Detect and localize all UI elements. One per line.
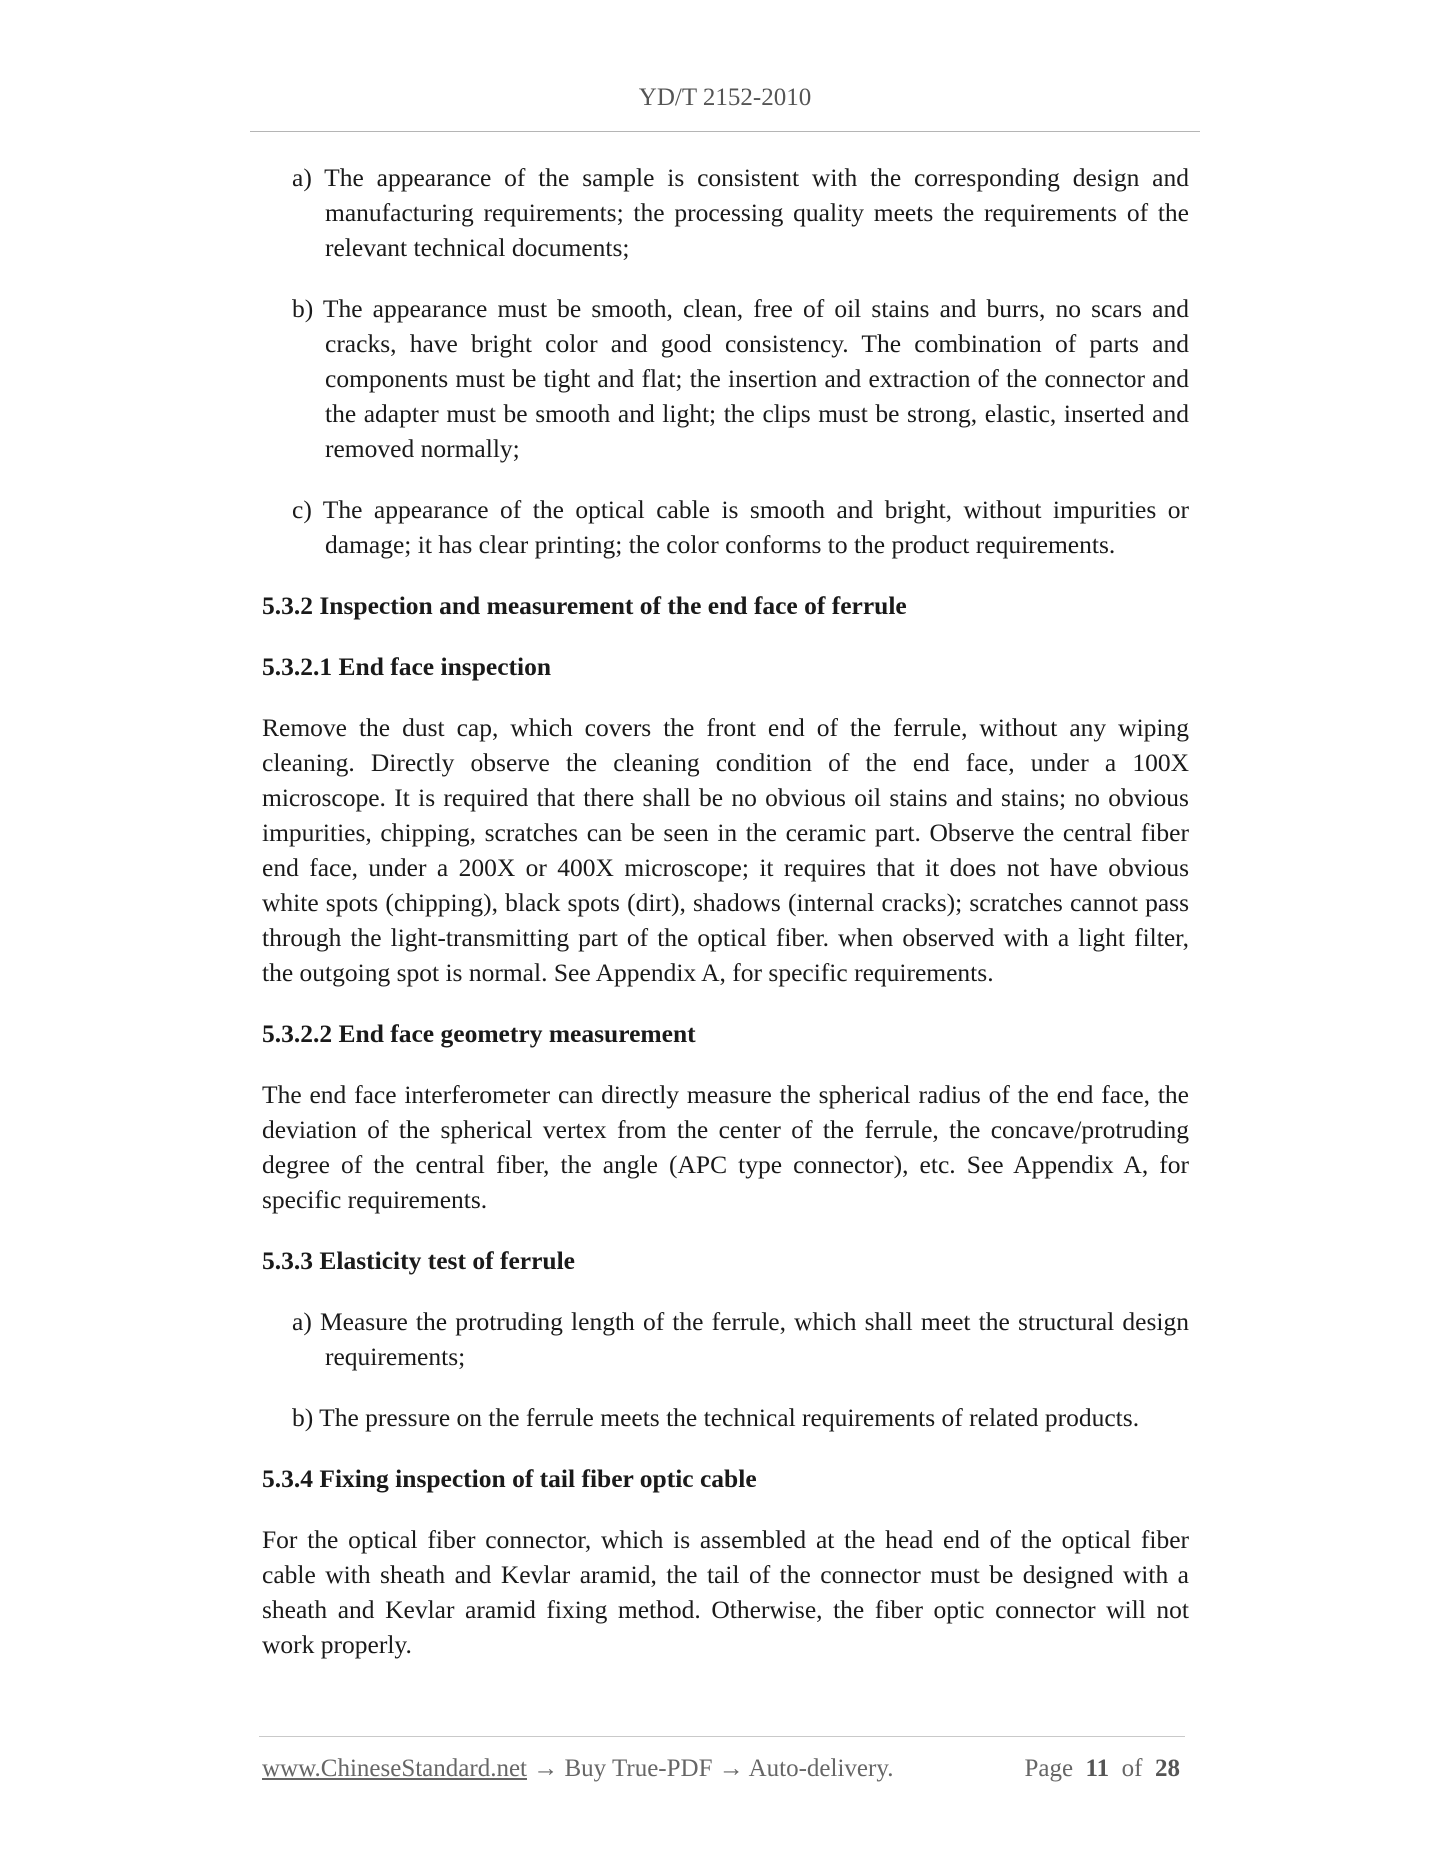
paragraph-end-face-inspection: Remove the dust cap, which covers the front end of the ferrule, without any wiping cleaning. Directly observe the cleaning condition of the end face, under a 100X microscope. It is required that there shall be no obvious oil stains and stains; no obvious impurities, chipping, scratches can be seen in the ceramic part. Observe the central fiber end face, under a 200X or 400X microscope; it requires that it does not have obvious white spots (chipping), black spots (dirt), shadows (internal cracks); scratches cannot pass through the light-transmitting part of the optical fiber. when observed with a light filter, the outgoing spot is normal. See Appendix A, for specific requirements. [262,713,1189,987]
arrow-right-icon: → [533,1755,559,1782]
paragraph-end-face-geometry: The end face interferometer can directly measure the spherical radius of the end face, the deviation of the spherical vertex from the center of the ferrule, the concave/protruding degree of the central fiber, the angle (APC type connector), etc. See Appendix A, for specific requirements. [262,1080,1189,1214]
list-item-appearance-a: a) The appearance of the sample is consistent with the corresponding design and manufacturing requirements; the processing quality meets the requirements of the relevant technical documents; [292,163,1189,262]
page-label: Page [1024,1755,1074,1782]
list-item-appearance-b: b) The appearance must be smooth, clean, free of oil stains and burrs, no scars and cracks, have bright color and good consistency. The combination of parts and components must be tight and flat; the insertion and extraction of the connector and the adapter must be smooth and light; the clips must be strong, elastic, inserted and removed normally; [292,294,1189,463]
page-number [1024,1755,1180,1783]
section-heading-5-3-4: 5.3.4 Fixing inspection of tail fiber optic cable [262,1464,757,1493]
list-item-elasticity-b: b) The pressure on the ferrule meets the technical requirements of related products. [292,1403,1140,1432]
total-pages: 28 [1155,1755,1180,1782]
section-heading-5-3-3: 5.3.3 Elasticity test of ferrule [262,1246,575,1275]
list-item-elasticity-a: a) Measure the protruding length of the ferrule, which shall meet the structural design requirements; [292,1307,1189,1371]
page-content [262,160,1189,1688]
arrow-right-icon: → [718,1755,744,1782]
header-divider [250,131,1200,132]
section-heading-5-3-2: 5.3.2 Inspection and measurement of the end face of ferrule [262,591,907,620]
document-header: YD/T 2152-2010 [638,84,812,111]
footer-divider [259,1736,1185,1737]
auto-delivery-text: Auto-delivery. [748,1755,894,1782]
buy-pdf-text: Buy True-PDF [564,1755,713,1782]
footer-links [262,1755,893,1783]
list-item-appearance-c: c) The appearance of the optical cable is smooth and bright, without impurities or damage; it has clear printing; the color conforms to the product requirements. [292,495,1189,559]
site-link[interactable]: www.ChineseStandard.net [262,1755,527,1782]
section-heading-5-3-2-2: 5.3.2.2 End face geometry measurement [262,1019,696,1048]
paragraph-tail-fiber-fixing: For the optical fiber connector, which is assembled at the head end of the optical fiber cable with sheath and Kevlar aramid, the tail of the connector must be designed with a sheath and Kevlar aramid fixing method. Otherwise, the fiber optic connector will not work properly. [262,1525,1189,1659]
of-label: of [1121,1755,1143,1782]
current-page: 11 [1085,1755,1110,1782]
section-heading-5-3-2-1: 5.3.2.1 End face inspection [262,652,552,681]
